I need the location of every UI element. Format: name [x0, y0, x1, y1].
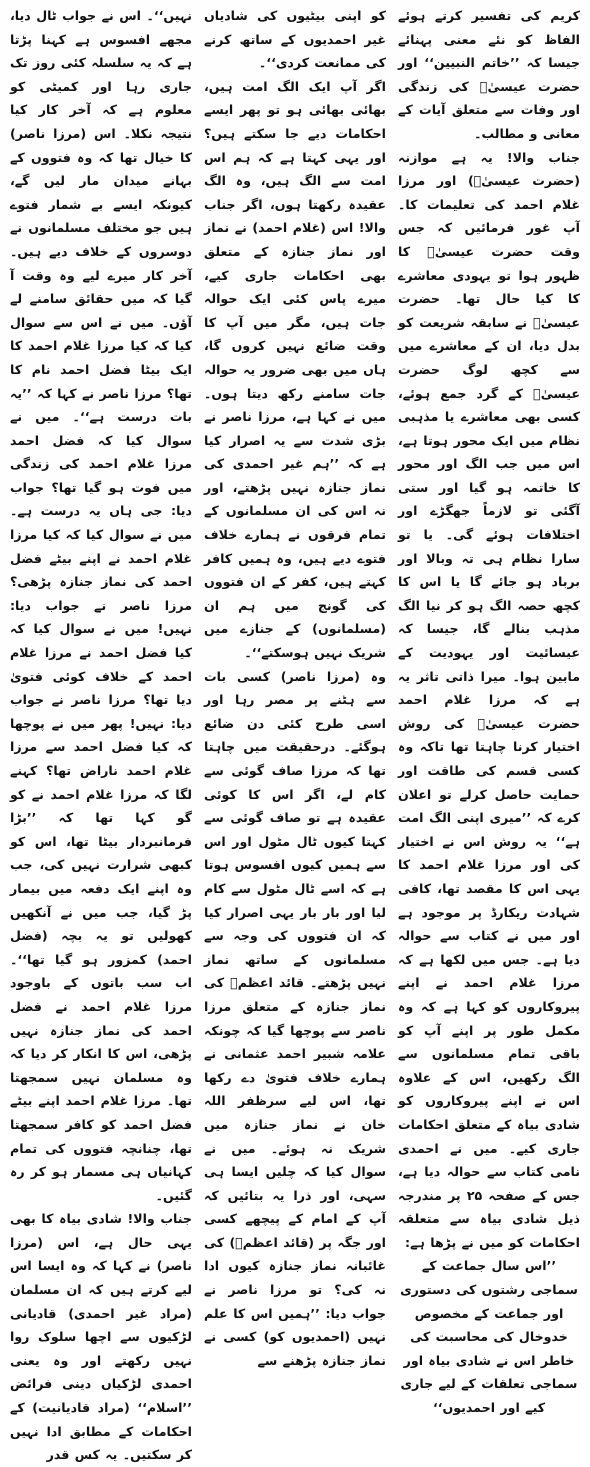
column-left — [4, 4, 198, 1463]
column-right-quote: ’’اس سال جماعت کے سماجی رشتوں کی دستوری اور جماعت کے مخصوص خدوخال کی محاسبت کی خاطر اس نے شادی بیاہ اور سماجی تعلقات کے لیے جاری کیے اور احمدیوں‘‘ — [400, 1258, 578, 1416]
column-right-paragraph-2: جناب والا! یہ ہے موازنہ (حضرت عیسیٰؑ) اور مرزا غلام احمد کی تعلیمات کا۔ آپ غور فرمائیں کہ جس وقت حضرت عیسیٰؑ کا ظہور ہوا تو یہودی معاشرے کا کیا حال تھا۔ حضرت عیسیٰؑ نے سابقہ شریعت کو بدل دیا، ان کے معاشرے میں سے کچھ لوگ حضرت عیسیٰؑ کے گرد جمع ہوئے، کسی بھی معاشرے یا مذہبی نظام میں ایک محور ہوتا ہے، اس میں جب الگ اور محور کا خاتمہ ہو گیا اور ستی آگئی تو لازماً جھگڑے اور اختلافات ہوئے گی۔ یا تو سارا نظام ہی تہ وبالا اور برباد ہو جائے گا یا اس کا کچھ حصہ الگ ہو کر نیا الگ مذہب بنالے گا، جیسا کہ عیسائیت اور یہودیت کے مابین ہوا۔ میرا ذاتی تاثر یہ ہے کہ مرزا غلام احمد حضرت عیسیٰؑ کی روش اختیار کرنا چاہتا تھا تاکہ وہ کسی قسم کی طاقت اور حمایت حاصل کرلے تو اعلان کرے کہ ’’میری اپنی الگ امت ہے‘‘ یہ روش اس نے اختیار کی اور مرزا غلام احمد کا یہی اس کا مقصد تھا، کافی شہادت ریکارڈ پر موجود ہے اور میں نے کتاب سے حوالہ دیا ہے۔ جس میں لکھا ہے کہ مرزا غلام احمد نے اپنے پیروکاروں کو کہا ہے کہ وہ مکمل طور پر اپنے آپ کو باقی تمام مسلمانوں سے الگ رکھیں، اس کے علاوہ اس نے اپنے پیروکاروں کو شادی بیاہ کے متعلق احکامات جاری کیے۔ میں نے احمدی نامی کتاب سے حوالہ دیا ہے، جس کے صفحہ ۲۵ پر مندرجہ ذیل شادی بیاہ سے متعلقہ احکامات کو میں نے پڑھا ہے: — [398, 149, 580, 1250]
column-left-paragraph-2: جناب والا! شادی بیاہ کا بھی یہی حال ہے، اس (مرزا ناصر) نے کہا کہ وہ ایسا اس لیے کرتے ہیں کہ ان مسلمان (مراد غیر احمدی) قادیانی لڑکیوں سے اچھا سلوک روا نہیں رکھتے اور وہ یعنی احمدی لڑکیاں دینی فرائض ’’اسلام‘‘ (مراد قادیانیت) کے احکامات کے مطابق ادا نہیں کر سکتیں۔ یہ کس قدر — [10, 1211, 192, 1463]
column-right — [392, 4, 586, 1416]
column-middle-paragraph-1: کو اپنی بیٹیوں کی شادیاں غیر احمدیوں کے ساتھ کرنے کی ممانعت کردی‘‘۔ — [204, 8, 386, 71]
text-columns — [4, 4, 586, 1463]
column-middle-paragraph-2: اگر آپ ایک الگ امت ہیں، بھائی بھائی ہو تو پھر ایسے احکامات دیے جا سکتے ہیں؟ اور یہی کہتا ہے کہ ہم اس امت سے الگ ہیں، وہ الگ عقیدہ رکھتا ہوں، اگر جناب والا! اس (غلام احمد) نے نماز اور نماز جنازہ کے متعلق بھی احکامات جاری کیے، میرے پاس کئی ایک حوالہ جات ہیں، مگر میں آپ کا وقت ضائع نہیں کروں گا، ہاں میں بھی ضرور یہ حوالہ جات سامنے رکھ دیتا ہوں۔ میں نے کہا ہے، مرزا ناصر نے بڑی شدت سے یہ اصرار کیا ہے کہ ’’ہم غیر احمدی کی نماز جنازہ نہیں پڑھتے، اور نہ اس کی ان مسلمانوں کے تمام فرقوں نے ہمارے خلاف فتوے دیے ہیں، وہ ہمیں کافر کہتے ہیں، کفر کے ان فتووں کی گونج میں ہم ان (مسلمانوں) کے جنازے میں شریک نہیں ہوسکتے‘‘۔ — [204, 78, 386, 661]
column-left-paragraph-1: نہیں‘‘۔ اس نے جواب ٹال دیا، مجھے افسوس ہے کہنا پڑتا ہے کہ یہ سلسلہ کئی روز تک جاری رہا اور کمیٹی کو معلوم ہے کہ آخر کار کیا نتیجہ نکلا۔ اس (مرزا ناصر) کا خیال تھا کہ وہ فتووں کے بہانے میدان مار لیں گے، کیونکہ ایسے بے شمار فتوے ہیں جو مختلف مسلمانوں نے دوسروں کے خلاف دیے ہیں۔ آخر کار میرے لیے وہ وقت آ گیا کہ میں حقائق سامنے لے آؤں۔ میں نے اس سے سوال کیا کہ کیا مرزا غلام احمد کا ایک بیٹا فضل احمد نام کا تھا؟ مرزا ناصر نے کہا کہ ’’یہ بات درست ہے‘‘۔ میں نے سوال کیا کہ فضل احمد مرزا غلام احمد کی زندگی میں فوت ہو گیا تھا؟ جواب دیا: جی ہاں یہ درست ہے۔ میں نے سوال کیا کہ کیا مرزا غلام احمد نے اپنے بیٹے فضل احمد کی نماز جنازہ پڑھی؟ مرزا ناصر نے جواب دیا: نہیں! میں نے سوال کیا کہ کیا فضل احمد نے مرزا غلام احمد کے خلاف کوئی فتویٰ دیا تھا؟ مرزا ناصر نے جواب دیا: نہیں! پھر میں نے پوچھا کہ کیا فضل احمد سے مرزا غلام احمد ناراض تھا؟ کہنے لگا کہ مرزا غلام احمد نے کو گو کہا تھا کہ ’’بڑا فرمانبردار بیٹا تھا، اس کو کبھی شرارت نہیں کی، جب وہ اپنے ایک دفعہ میں بیمار پڑ گیا، جب میں نے آنکھیں کھولیں تو یہ بچہ (فضل احمد) کمزور ہو گیا تھا‘‘۔ اب سب باتوں کے باوجود مرزا غلام احمد نے فضل احمد کی نماز جنازہ نہیں پڑھی، اس کا انکار کر دیا کہ وہ مسلمان نہیں سمجھتا تھا۔ مرزا غلام احمد اپنے بیٹے فضل احمد کو کافر سمجھتا تھا، چنانچہ فتووں کی تمام کہانیاں ہی مسمار ہو کر رہ گئیں۔ — [10, 8, 192, 1203]
column-middle-paragraph-3: وہ (مرزا ناصر) کسی بات سے ہٹنے پر مصر رہا اور اسی طرح کئی دن ضائع ہوگئے۔ درحقیقت میں چاہتا تھا کہ مرزا صاف گوئی سے کام لے، اگر اس کا کوئی عقیدہ ہے تو صاف گوئی سے کہتا کیوں ٹال مٹول اور اس سے ہمیں کیوں افسوس ہوتا ہے کہ اسے ٹال مٹول سے کام لیا اور بار بار یہی اصرار کیا کہ ان فتووں کی وجہ سے مسلمانوں کے ساتھ نماز نہیں پڑھتے۔ قائد اعظمؒ کی نماز جنازہ کے متعلق مرزا ناصر سے پوچھا گیا کہ چونکہ علامہ شبیر احمد عثمانی نے ہمارے خلاف فتویٰ دے رکھا تھا، اس لیے سرظفر اللہ خان نے نماز جنازہ میں شریک نہ ہوئے۔ میں نے سوال کیا کہ چلیں ایسا ہی سہی، اور ذرا یہ بتائیں کہ آپ کے امام کے پیچھے کسی اور جگہ پر (قائد اعظمؒ) کی غائبانہ نماز جنازہ کیوں ادا نہ کی؟ تو مرزا ناصر نے جواب دیا: ’’ہمیں اس کا علم نہیں (احمدیوں کو) کسی نے نماز جنازہ پڑھنے سے — [204, 668, 386, 1368]
column-right-paragraph-1: کریم کی تفسیر کرتے ہوئے الفاظ کو نئے معنی پہنائے جیسا کہ ’’خاتم النبیین‘‘ اور حضرت عیسیٰؑ کی زندگی اور وفات سے متعلق آیات کے معانی و مطالب۔ — [398, 8, 580, 141]
column-middle — [198, 4, 392, 1368]
